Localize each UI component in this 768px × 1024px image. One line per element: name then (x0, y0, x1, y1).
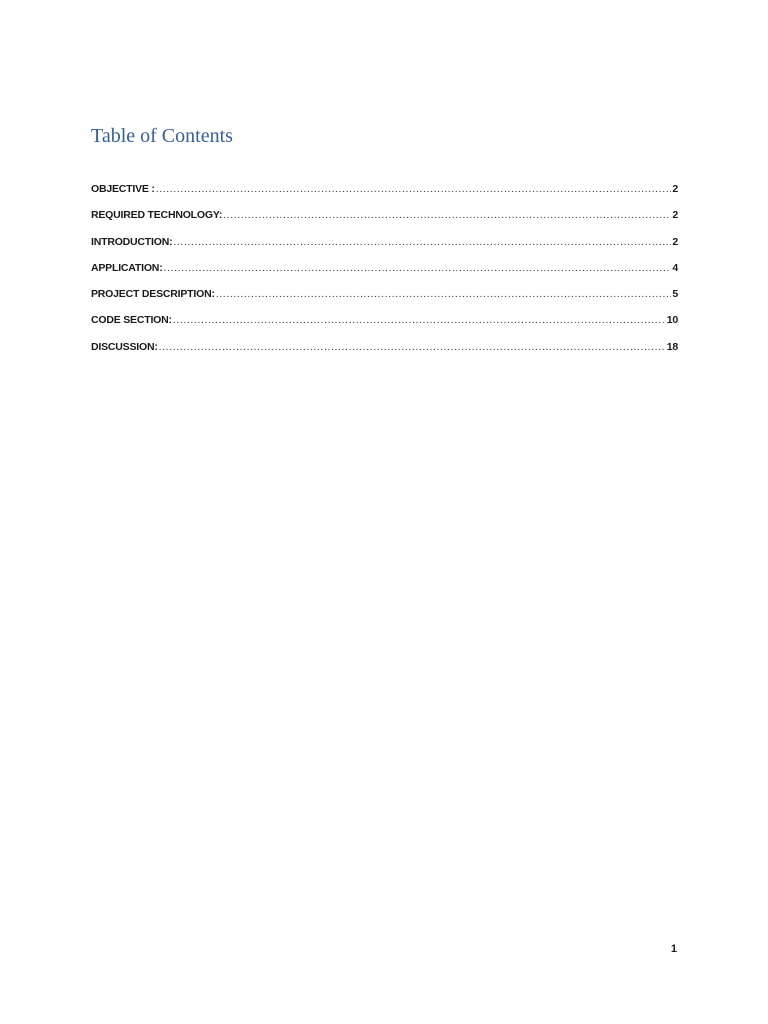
page-number: 1 (670, 943, 677, 955)
toc-dot-leader (156, 183, 672, 195)
toc-entry-project-description[interactable] (91, 288, 678, 314)
toc-entry-required-technology[interactable] (91, 209, 678, 235)
toc-entry-page: 4 (672, 261, 678, 274)
toc-dot-leader (159, 341, 666, 353)
toc-dot-leader (216, 288, 672, 300)
toc-entry-introduction[interactable] (91, 236, 678, 262)
toc-dot-leader (173, 236, 671, 248)
toc-entry-title: CODE SECTION: (91, 314, 172, 327)
toc-entry-title: REQUIRED TECHNOLOGY: (91, 209, 223, 222)
toc-dot-leader (223, 209, 671, 221)
toc-entry-title: OBJECTIVE : (91, 183, 155, 195)
toc-entry-page: 2 (672, 183, 678, 195)
toc-entry-code-section[interactable] (91, 314, 678, 340)
toc-entry-title: DISCUSSION: (91, 340, 158, 353)
toc-entry-page: 10 (666, 314, 678, 327)
toc-heading: Table of Contents (91, 125, 233, 147)
toc-list (91, 183, 678, 367)
toc-entry-title: PROJECT DESCRIPTION: (91, 288, 215, 301)
toc-entry-title: INTRODUCTION: (91, 235, 173, 248)
toc-entry-discussion[interactable] (91, 341, 678, 367)
toc-entry-page: 2 (672, 209, 678, 222)
toc-entry-objective[interactable] (91, 183, 678, 209)
toc-entry-page: 5 (672, 288, 678, 301)
toc-entry-page: 2 (672, 235, 678, 248)
toc-entry-page: 18 (666, 340, 678, 353)
toc-dot-leader (164, 262, 672, 274)
toc-dot-leader (173, 314, 666, 326)
toc-entry-application[interactable] (91, 262, 678, 288)
toc-entry-title: APPLICATION: (91, 261, 163, 274)
